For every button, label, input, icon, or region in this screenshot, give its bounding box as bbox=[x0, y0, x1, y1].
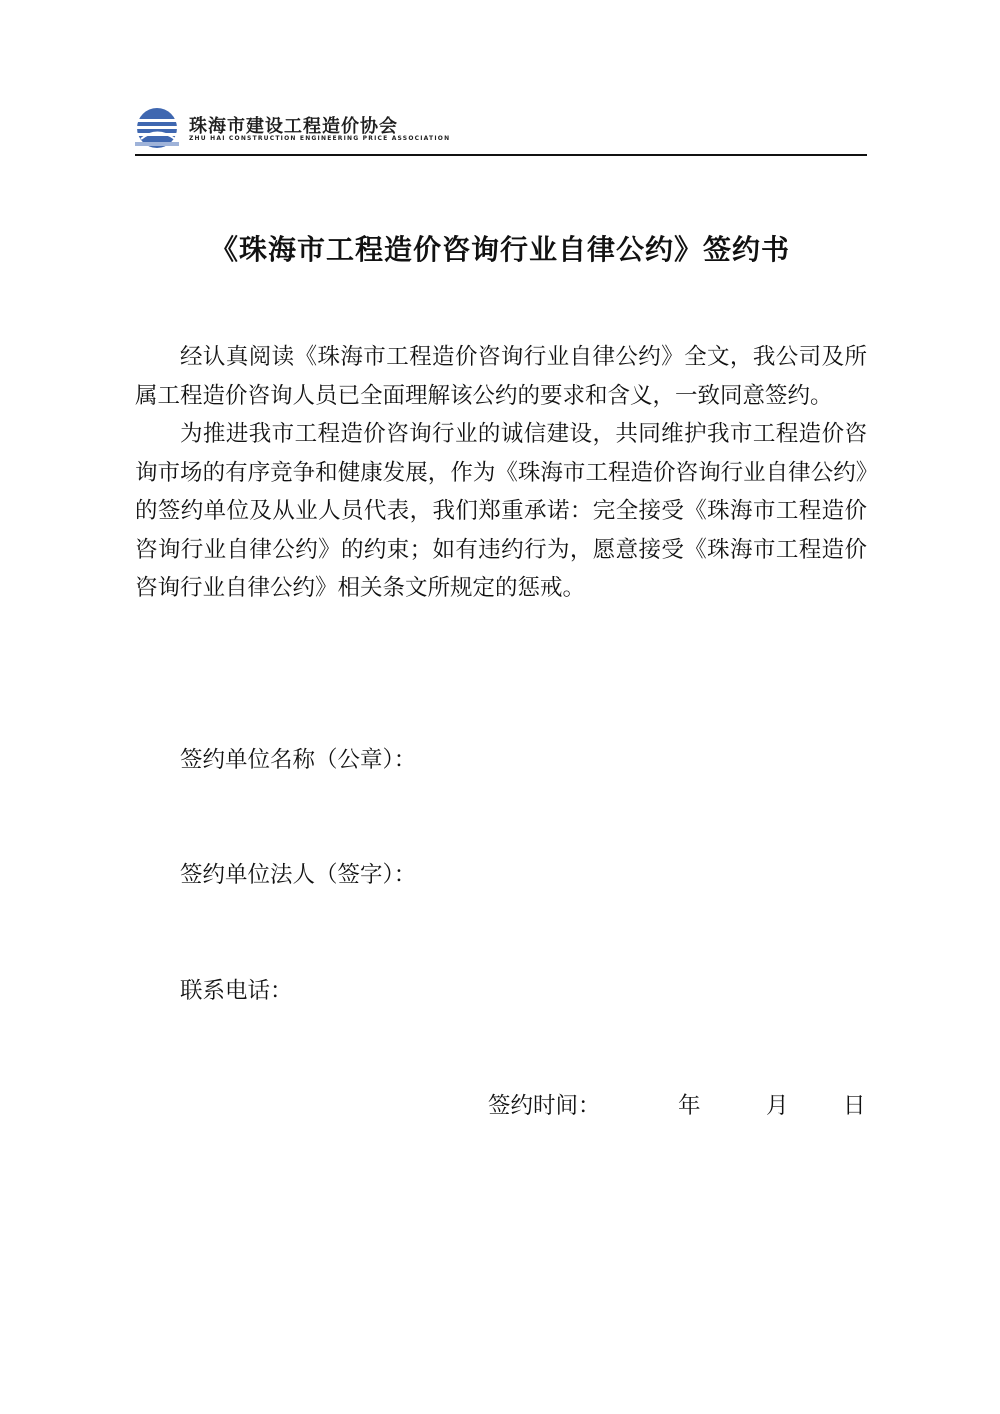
association-logo-icon bbox=[135, 106, 179, 150]
letterhead bbox=[135, 100, 867, 156]
document-body bbox=[135, 338, 867, 608]
date-month-label: 月 bbox=[766, 1093, 789, 1119]
company-name-field: 签约单位名称（公章）： bbox=[180, 747, 417, 773]
date-year-label: 年 bbox=[678, 1093, 701, 1119]
paragraph-commitment: 为推进我市工程造价咨询行业的诚信建设，共同维护我市工程造价咨询市场的有序竞争和健康发展，作为《珠海市工程造价咨询行业自律公约》的签约单位及从业人员代表，我们郑重承诺：完全接受《珠海市工程造价咨询行业自律公约》的约束；如有违约行为，愿意接受《珠海市工程造价咨询行业自律公约》相关条文所规定的惩戒。 bbox=[135, 421, 867, 601]
header-divider bbox=[135, 154, 867, 156]
paragraph-intro: 经认真阅读《珠海市工程造价咨询行业自律公约》全文，我公司及所属工程造价咨询人员已全面理解该公约的要求和含义，一致同意签约。 bbox=[135, 344, 867, 409]
legal-rep-signature-field: 签约单位法人（签字）： bbox=[180, 862, 417, 888]
date-day-label: 日 bbox=[843, 1093, 866, 1119]
phone-field: 联系电话： bbox=[180, 978, 293, 1004]
org-name-en: ZHU HAI CONSTRUCTION ENGINEERING PRICE ASSOCIATION bbox=[189, 135, 451, 142]
org-name-cn: 珠海市建设工程造价协会 bbox=[189, 116, 398, 137]
document-title: 《珠海市工程造价咨询行业自律公约》签约书 bbox=[209, 233, 790, 266]
sign-date-label: 签约时间： bbox=[488, 1093, 601, 1119]
